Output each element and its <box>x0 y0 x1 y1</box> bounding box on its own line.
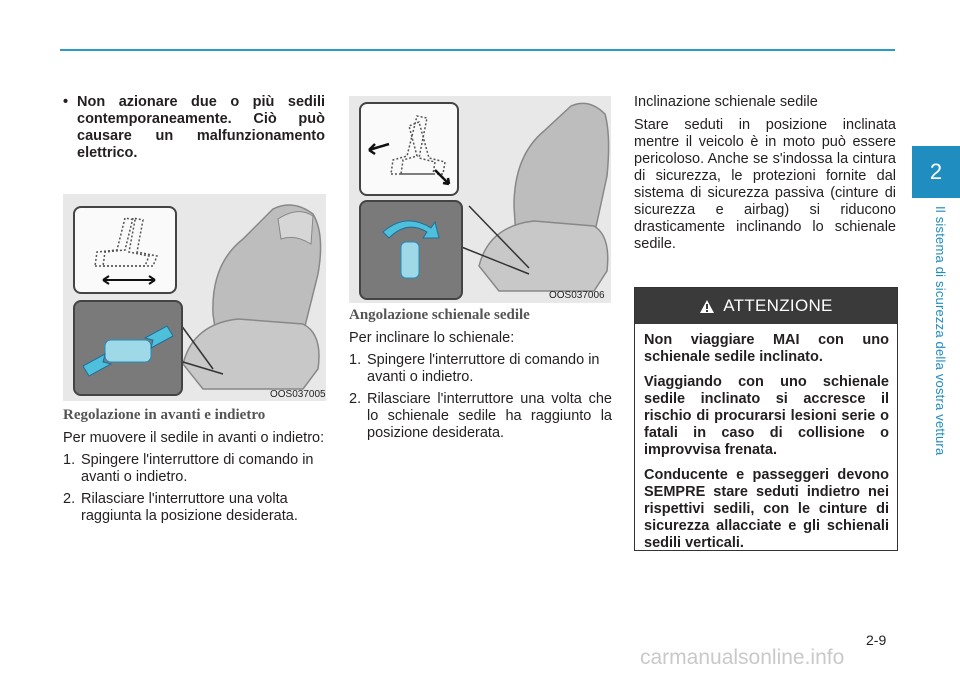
body-text: Stare seduti in posizione inclinata mentre il veicolo è in moto può essere pericoloso. Anche se s'indossa la cintura di sicurezza, le protezioni fornite dal sistema di sicurezza passiva (cinture di sicurezza e airbag) si riducono drasticamente inclinando lo schienale sedile. <box>634 117 896 252</box>
intro-text: Per inclinare lo schienale: <box>349 330 515 346</box>
figure-caption: OOS037006 <box>549 290 605 301</box>
header-rule <box>60 49 895 51</box>
warning-paragraph: Viaggiando con uno schienale sedile inclinato si accresce il rischio di procurarsi lesioni serie o fatali in caso di collisione o improvvisa frenata. <box>644 374 889 458</box>
section-heading: Inclinazione schienale sedile <box>634 94 818 110</box>
figure-caption: OOS037005 <box>270 389 326 400</box>
seat-slide-figure <box>63 194 326 401</box>
page-number: 2-9 <box>866 632 887 648</box>
seat-recline-inset <box>359 102 459 196</box>
chapter-tab: 2 <box>912 146 960 198</box>
list-item: 1. Spingere l'interruttore di comando in avanti o indietro. <box>349 352 600 385</box>
column-1-top <box>63 94 325 162</box>
seat-recline-figure <box>349 96 611 303</box>
intro-text: Per muovere il sedile in avanti o indietro: <box>63 430 325 446</box>
seat-switch-inset <box>73 300 183 396</box>
seat-slide-inset <box>73 206 177 294</box>
warning-triangle-icon <box>699 299 715 314</box>
warning-body <box>635 324 897 552</box>
column-2-section <box>349 307 612 442</box>
chapter-title: Il sistema di sicurezza della vostra vettura <box>933 206 948 456</box>
warning-paragraph: Conducente e passeggeri devono SEMPRE stare seduti indietro nei rispettivi sedili, con le cinture di sicurezza allacciate e gli schienali sedili verticali. <box>644 467 889 551</box>
watermark: carmanualsonline.info <box>640 646 845 669</box>
bullet-item <box>63 94 325 162</box>
section-heading: Regolazione in avanti e indietro <box>63 407 266 423</box>
column-1-section <box>63 407 325 525</box>
switch-arrows-icon <box>75 302 181 394</box>
warning-header <box>635 288 897 324</box>
bullet-icon: • <box>63 94 69 110</box>
section-heading: Angolazione schienale sedile <box>349 307 530 323</box>
seat-outline-icon <box>75 208 175 292</box>
list-item: 2. Rilasciare l'interruttore una volta raggiunta la posizione desiderata. <box>63 491 298 524</box>
warning-box <box>634 287 898 551</box>
column-3-section <box>634 94 896 253</box>
list-item: 1. Spingere l'interruttore di comando in avanti o indietro. <box>63 452 314 485</box>
recline-outline-icon <box>361 104 457 194</box>
warning-paragraph: Non viaggiare MAI con uno schienale sedile inclinato. <box>644 332 889 365</box>
recline-arrow-icon <box>361 202 461 298</box>
recline-switch-inset <box>359 200 463 300</box>
warning-title: ATTENZIONE <box>723 296 833 315</box>
bullet-text: Non azionare due o più sedili contemporaneamente. Ciò può causare un malfunzionamento elettrico. <box>77 94 325 161</box>
list-item: 2. Rilasciare l'interruttore una volta che lo schienale sedile ha raggiunto la posizione desiderata. <box>349 391 612 441</box>
